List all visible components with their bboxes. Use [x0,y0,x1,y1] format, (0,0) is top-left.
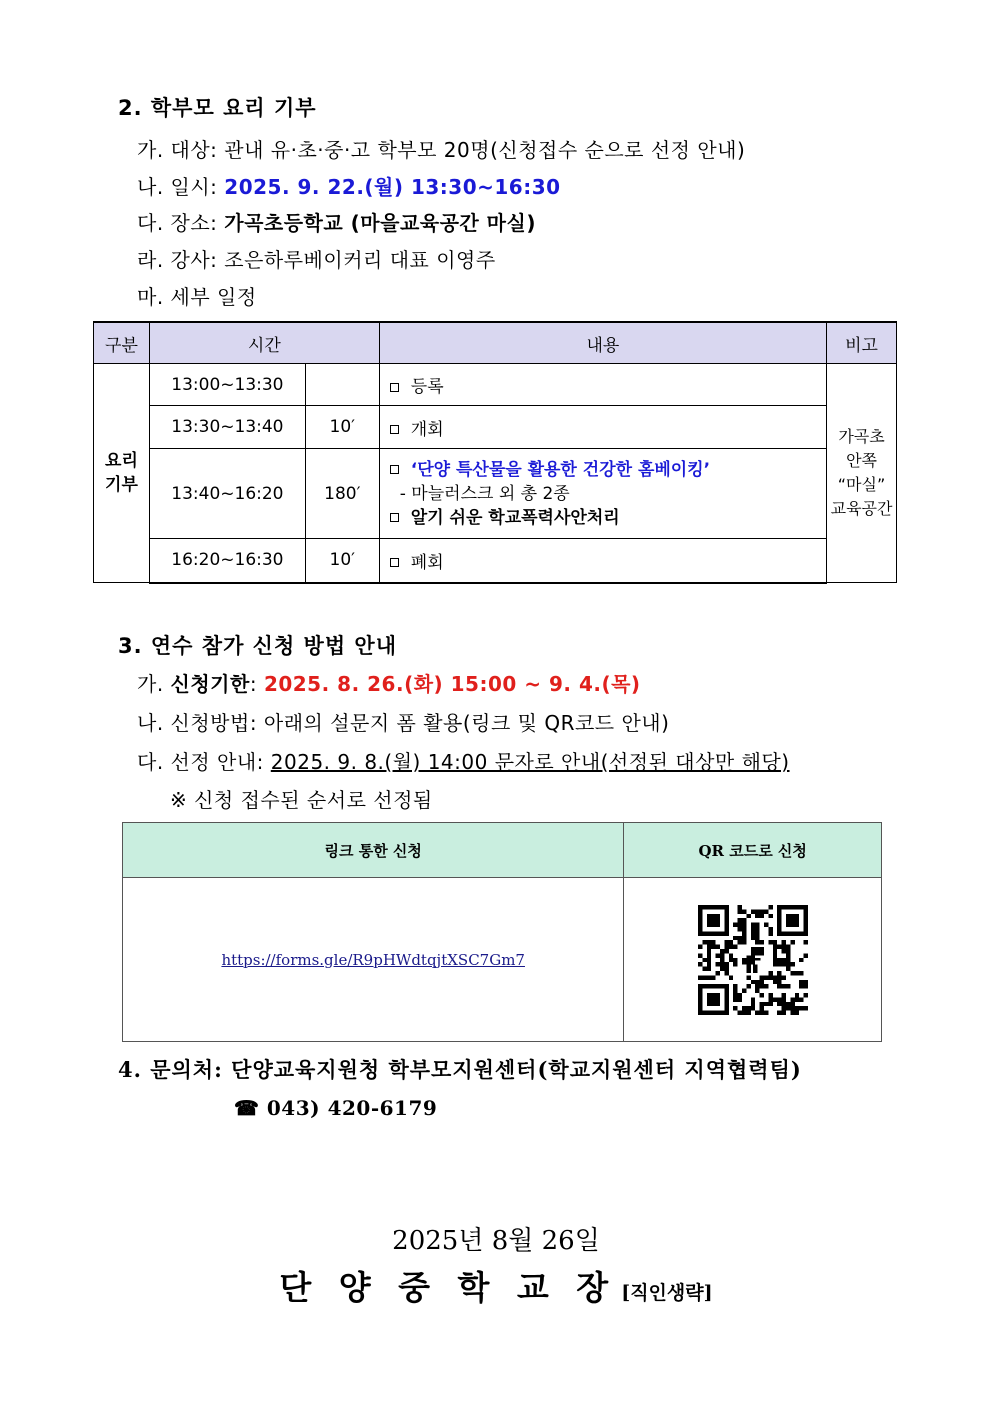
time-cell: 13:40~16:20 [149,449,305,539]
phone-line: ☎ 043) 420-6179 [234,1096,438,1120]
qr-cell [624,878,882,1042]
application-table [122,822,882,1042]
section2-title: 2. 학부모 요리 기부 [118,96,317,120]
link-header: 링크 통한 신청 [123,823,624,878]
method-line: 나. 신청방법: 아래의 설문지 폼 활용(링크 및 QR코드 안내) [137,711,670,735]
duration-cell [305,364,379,406]
square-bullet-icon [390,425,399,434]
square-bullet-icon [390,383,399,392]
link-cell [123,878,624,1042]
footer-signer: 단 양 중 학 교 장 [직인생략] [279,1268,713,1307]
schedule-label: 마. 세부 일정 [137,285,257,309]
duration-cell: 10′ [305,406,379,449]
square-bullet-icon [390,513,399,522]
deadline-line: 가. 신청기한: 2025. 8. 26.(화) 15:00 ~ 9. 4.(목) [137,672,641,696]
form-link[interactable]: https://forms.gle/R9pHWdtqjtXSC7Gm7 [221,951,525,969]
content-cell: 폐회 [379,539,826,583]
square-bullet-icon [390,465,399,474]
square-bullet-icon [390,558,399,567]
header-time: 시간 [149,322,379,364]
selection-line: 다. 선정 안내: 2025. 9. 8.(월) 14:00 문자로 안내(선정된 대상만 해당) [137,750,790,774]
section4-title: 4. 문의처: 단양교육지원청 학부모지원센터(학교지원센터 지역협력팀) [118,1057,802,1082]
section3-title: 3. 연수 참가 신청 방법 안내 [118,634,398,658]
date-line: 나. 일시: 2025. 9. 22.(월) 13:30~16:30 [137,175,561,199]
footer-date: 2025년 8월 26일 [392,1226,600,1256]
content-cell: ‘단양 특산물을 활용한 건강한 홈베이킹’ - 마늘러스크 외 총 2종 알기 쉬운 학교폭력사안처리 [379,449,826,539]
qr-header: QR 코드로 신청 [624,823,882,878]
place-line: 다. 장소: 가곡초등학교 (마을교육공간 마실) [137,211,536,235]
duration-cell: 180′ [305,449,379,539]
content-cell: 등록 [379,364,826,406]
target-line: 가. 대상: 관내 유·초·중·고 학부모 20명(신청접수 순으로 선정 안내) [137,138,746,162]
telephone-icon: ☎ [234,1096,260,1120]
time-cell: 13:00~13:30 [149,364,305,406]
qr-code-icon[interactable] [698,905,808,1015]
schedule-table [93,321,897,584]
duration-cell: 10′ [305,539,379,583]
note-cell: 가곡초 안쪽 “마실” 교육공간 [827,364,897,583]
header-content: 내용 [379,322,826,364]
category-cell: 요리 기부 [94,364,150,583]
header-category: 구분 [94,322,150,364]
time-cell: 13:30~13:40 [149,406,305,449]
header-note: 비고 [827,322,897,364]
content-cell: 개회 [379,406,826,449]
selection-note: ※ 신청 접수된 순서로 선정됨 [170,788,433,812]
instructor-line: 라. 강사: 조은하루베이커리 대표 이영주 [137,248,496,272]
time-cell: 16:20~16:30 [149,539,305,583]
